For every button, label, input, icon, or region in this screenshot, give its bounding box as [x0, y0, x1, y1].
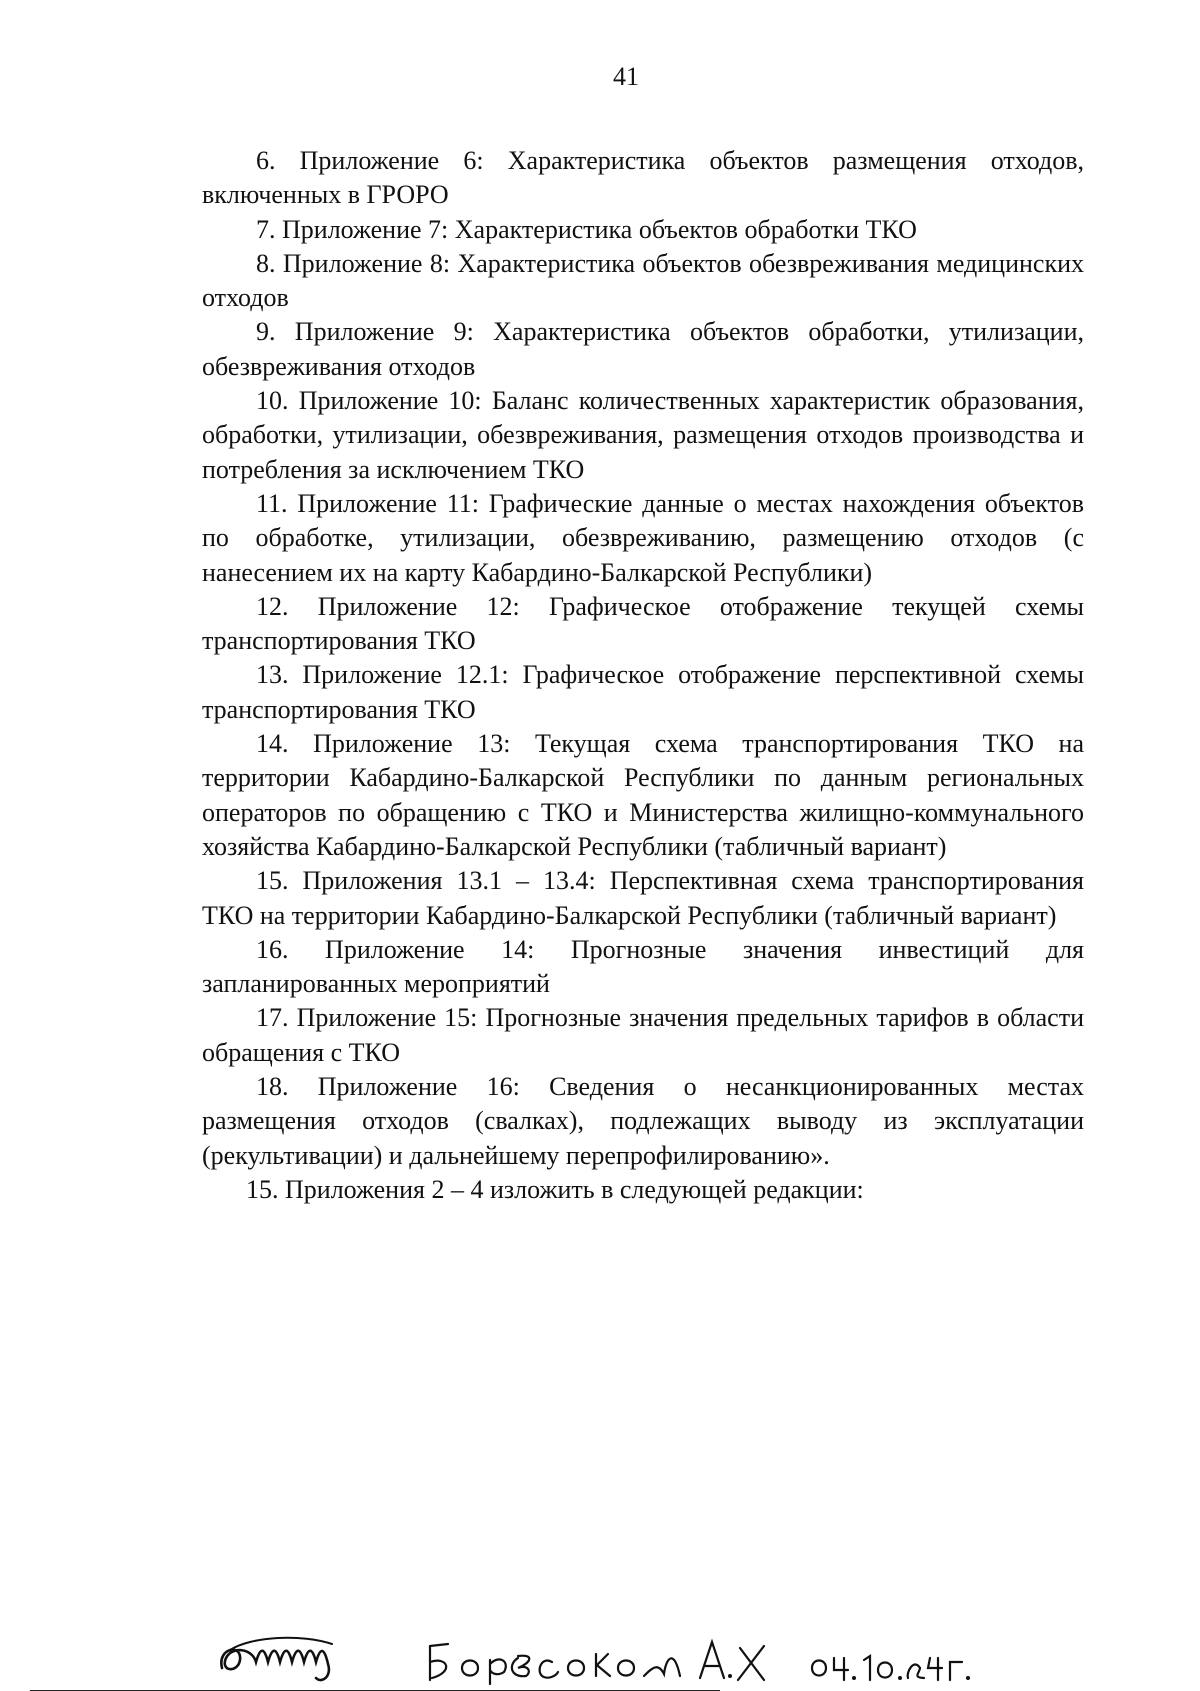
- list-item: 14. Приложение 13: Текущая схема транспортирования ТКО на территории Кабардино-Балкарской Республики по данным региональных операторов по обращению с ТКО и Министерства жилищно-коммунального хозяйства Кабардино-Балкарской Республики (табличный вариант): [202, 729, 1084, 861]
- list-item: 8. Приложение 8: Характеристика объектов обезвреживания медицинских отходов: [202, 248, 1084, 313]
- handwritten-signature: [212, 1628, 1012, 1688]
- list-item: 13. Приложение 12.1: Графическое отображение перспективной схемы транспортирования ТКО: [202, 660, 1084, 724]
- list-item: 9. Приложение 9: Характеристика объектов обработки, утилизации, обезвреживания отходов: [202, 317, 1084, 381]
- list-item: 17. Приложение 15: Прогнозные значения предельных тарифов в области обращения с ТКО: [202, 1003, 1084, 1067]
- list-item: 18. Приложение 16: Сведения о несанкционированных местах размещения отходов (свалках), подлежащих выводу из эксплуатации (рекультивации) и дальнейшему перепрофилированию».: [202, 1072, 1084, 1170]
- list-item: 10. Приложение 10: Баланс количественных характеристик образования, обработки, утилизации, обезвреживания, размещения отходов производства и потребления за исключением ТКО: [202, 386, 1084, 484]
- list-item: 16. Приложение 14: Прогнозные значения инвестиций для запланированных мероприятий: [202, 934, 1084, 999]
- list-item: 6. Приложение 6: Характеристика объектов размещения отходов, включенных в ГРОРО: [202, 146, 1084, 210]
- document-body: [202, 144, 1084, 1207]
- list-item: 12. Приложение 12: Графическое отображение текущей схемы транспортирования ТКО: [202, 591, 1084, 656]
- list-item: 7. Приложение 7: Характеристика объектов обработки ТКО: [256, 214, 917, 244]
- final-paragraph: 15. Приложения 2 – 4 изложить в следующей редакции:: [246, 1174, 864, 1204]
- list-item: 11. Приложение 11: Графические данные о местах нахождения объектов по обработке, утилизации, обезвреживанию, размещению отходов (с нанесением их на карту Кабардино-Балкарской Республики): [202, 488, 1084, 587]
- page-number: 41: [613, 62, 639, 91]
- list-item: 15. Приложения 13.1 – 13.4: Перспективная схема транспортирования ТКО на территории Кабардино-Балкарской Республики (табличный вариант): [202, 866, 1084, 930]
